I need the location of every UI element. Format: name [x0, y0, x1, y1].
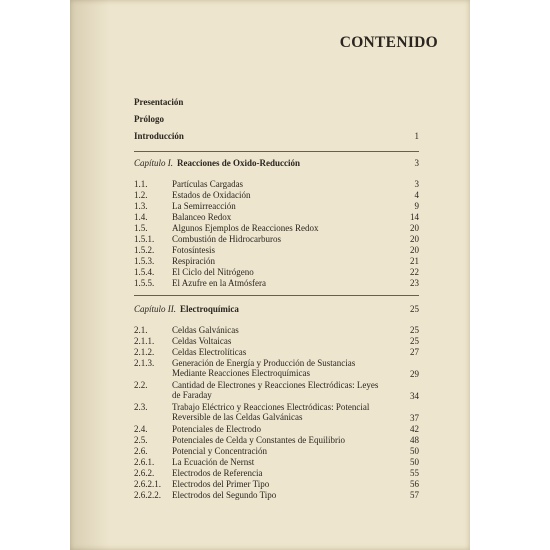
- toc-label: El Ciclo del Nitrógeno: [172, 267, 254, 277]
- toc-label-continued: Reversible de las Celdas Galvánicas: [172, 412, 303, 422]
- chapter-title: Reacciones de Oxido-Reducción: [177, 158, 301, 168]
- toc-label: Celdas Electrolíticas: [172, 347, 247, 357]
- toc-label: Combustión de Hidrocarburos: [172, 234, 281, 244]
- toc-page: 37: [410, 413, 419, 423]
- toc-page: 29: [410, 369, 419, 379]
- toc-label: Potencial y Concentración: [172, 446, 267, 456]
- toc-number: 2.1.: [134, 325, 148, 335]
- toc-label: Trabajo Eléctrico y Reacciones Electródicas: Potencial: [172, 402, 370, 412]
- toc-label: Fotosíntesis: [172, 245, 216, 255]
- toc-page: 27: [410, 347, 419, 357]
- toc-entry: [134, 402, 419, 424]
- toc-page: 42: [410, 424, 419, 434]
- toc-page: 50: [410, 446, 419, 456]
- chapter-label: Capítulo II.: [134, 304, 176, 314]
- toc-page: 4: [414, 190, 419, 200]
- toc-label: Estados de Oxidación: [172, 190, 251, 200]
- book-page: [70, 0, 470, 550]
- toc-number: 2.1.3.: [134, 358, 155, 368]
- toc-number: 2.6.2.: [134, 468, 155, 478]
- toc-number: 1.5.5.: [134, 278, 155, 288]
- toc-number: 2.6.: [134, 446, 148, 456]
- toc-label: Potenciales de Celda y Constantes de Equilibrio: [172, 435, 345, 445]
- page-title: CONTENIDO: [339, 34, 438, 51]
- toc-number: 2.2.: [134, 380, 148, 390]
- toc-label: Presentación: [134, 97, 184, 107]
- toc-page: 1: [414, 131, 419, 141]
- toc-label: Cantidad de Electrones y Reacciones Electródicas: Leyes: [172, 380, 379, 390]
- toc-label: La Ecuación de Nernst: [172, 457, 255, 467]
- toc-label: Balanceo Redox: [172, 212, 232, 222]
- toc-page: 14: [410, 212, 419, 222]
- toc-label: Celdas Voltaicas: [172, 336, 232, 346]
- toc-number: 1.3.: [134, 201, 148, 211]
- toc-label: Partículas Cargadas: [172, 179, 244, 189]
- toc-label: Introducción: [134, 131, 184, 141]
- divider-rule: [134, 151, 419, 152]
- chapter-label: Capítulo I.: [134, 158, 174, 168]
- toc-page: 23: [410, 278, 419, 288]
- toc-label: Celdas Galvánicas: [172, 325, 239, 335]
- toc-label: Electrodos de Referencia: [172, 468, 263, 478]
- toc-number: 1.1.: [134, 179, 148, 189]
- page-gutter-shadow: [70, 0, 110, 550]
- toc-label: Algunos Ejemplos de Reacciones Redox: [172, 223, 319, 233]
- toc-page: 22: [410, 267, 419, 277]
- toc-number: 1.4.: [134, 212, 148, 222]
- toc-label: Respiración: [172, 256, 215, 266]
- toc-number: 1.5.1.: [134, 234, 155, 244]
- toc-page: 50: [410, 457, 419, 467]
- toc-number: 1.2.: [134, 190, 148, 200]
- toc-page: 34: [410, 391, 419, 401]
- toc-page: 3: [414, 179, 419, 189]
- toc-page: 9: [414, 201, 419, 211]
- toc-page: 21: [410, 256, 419, 266]
- toc-page: 55: [410, 468, 419, 478]
- toc-label-continued: Mediante Reacciones Electroquímicas: [172, 368, 310, 378]
- toc-entry: [134, 380, 419, 402]
- toc-number: 2.5.: [134, 435, 148, 445]
- toc-number: 2.6.2.2.: [134, 490, 161, 500]
- toc-page: 20: [410, 234, 419, 244]
- toc-entry: [134, 358, 419, 380]
- toc-number: 1.5.3.: [134, 256, 155, 266]
- toc-label: La Semirreacción: [172, 201, 236, 211]
- toc-number: 2.6.2.1.: [134, 479, 161, 489]
- toc-label: Generación de Energía y Producción de Sustancias: [172, 358, 356, 368]
- toc-number: 2.1.2.: [134, 347, 155, 357]
- toc-page: 57: [410, 490, 419, 500]
- toc-number: 2.4.: [134, 424, 148, 434]
- toc-number: 2.1.1.: [134, 336, 155, 346]
- toc-page: 20: [410, 223, 419, 233]
- toc-label-continued: de Faraday: [172, 390, 212, 400]
- toc-page: 25: [410, 336, 419, 346]
- toc-page: 20: [410, 245, 419, 255]
- toc-label: Electrodos del Segundo Tipo: [172, 490, 277, 500]
- toc-number: 2.3.: [134, 402, 148, 412]
- toc-number: 1.5.2.: [134, 245, 155, 255]
- toc-page: 3: [414, 158, 419, 168]
- toc-label: Electrodos del Primer Tipo: [172, 479, 270, 489]
- toc-page: 56: [410, 479, 419, 489]
- toc-number: 1.5.4.: [134, 267, 155, 277]
- divider-rule: [134, 295, 419, 296]
- toc-number: 2.6.1.: [134, 457, 155, 467]
- chapter-title: Electroquímica: [180, 304, 239, 314]
- toc-label: El Azufre en la Atmósfera: [172, 278, 266, 288]
- toc-label: Potenciales de Electrodo: [172, 424, 261, 434]
- toc-label: Prólogo: [134, 114, 164, 124]
- toc-page: 25: [410, 304, 419, 314]
- toc-page: 48: [410, 435, 419, 445]
- toc-page: 25: [410, 325, 419, 335]
- toc-number: 1.5.: [134, 223, 148, 233]
